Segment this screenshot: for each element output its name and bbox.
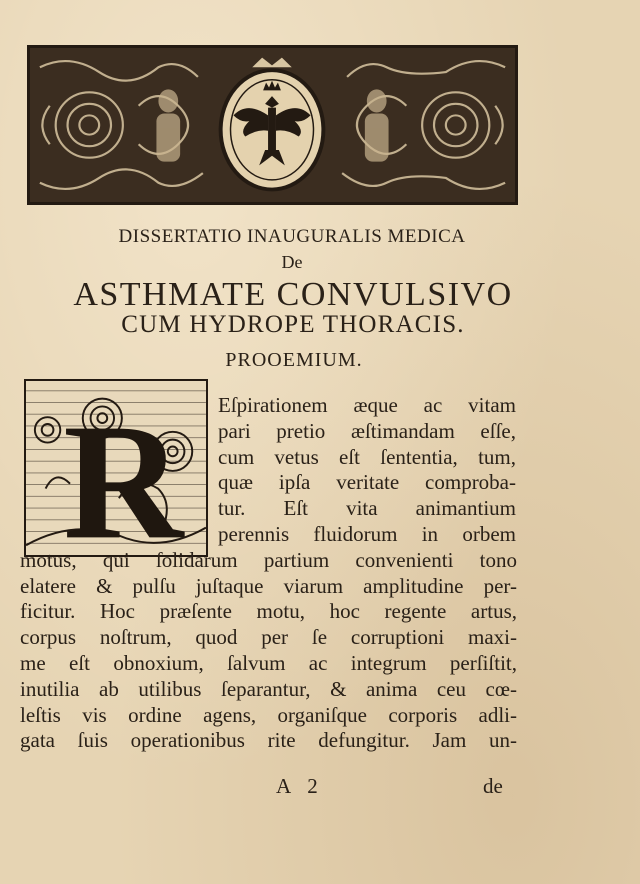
text-line: corpus noſtrum, quod per ſe corruptioni maxi- [20,625,517,650]
text-line: leſtis vis ordine agens, organiſque corporis adli- [20,702,517,727]
text-line: tur. Eſt vita animantium [218,496,516,521]
floral-headpiece-ornament-icon [30,48,515,202]
text-line: motus, qui ſolidarum partium convenienti tono [20,547,517,572]
title-preposition: De [281,252,303,272]
headpiece-ornament [27,45,518,205]
text-line: quæ ipſa veritate comproba- [218,470,516,495]
initial-letter: R [63,389,184,555]
text-line: gata ſuis operationibus rite defungitur. Jam un- [20,728,517,753]
text-line: Eſpirationem æque ac vitam [218,393,516,417]
body-paragraph [20,393,520,754]
text-line: pari pretio æſtimandam eſſe, [218,418,516,443]
text-line: me eſt obnoxium, ſalvum ac integrum perſiſtit, [20,650,517,675]
subtitle: CUM HYDROPE THORACIS. [121,311,465,338]
text-line: inutilia ab utilibus ſeparantur, & anima ceu cœ- [20,676,517,701]
text-line: ficitur. Hoc præſente motu, hoc regente artus, [20,599,517,624]
dissertation-heading: DISSERTATIO INAUGURALIS MEDICA [118,226,466,247]
text-line: cum vetus eſt ſententia, tum, [218,444,516,469]
section-heading: PROOEMIUM. [225,349,363,371]
text-line: elatere & pulſu juſtaque viarum amplitudine per- [20,573,517,598]
catchword: de [483,774,503,798]
main-title: ASTHMATE CONVULSIVO [73,276,513,313]
signature-mark: A 2 [276,774,324,798]
text-line: perennis fluidorum in orbem [218,521,516,546]
